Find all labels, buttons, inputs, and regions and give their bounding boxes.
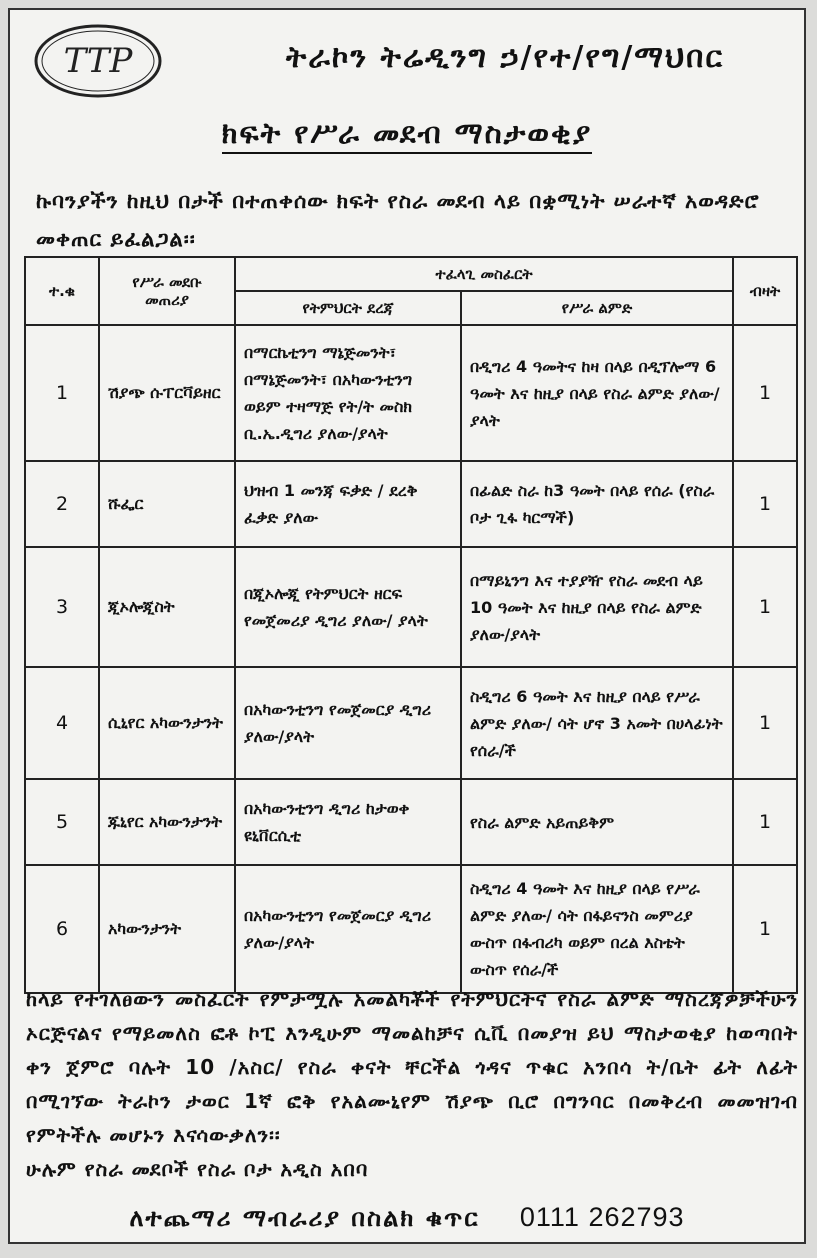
header <box>10 10 804 105</box>
header-education: የትምህርት ደረጃ <box>235 291 461 325</box>
row-position: አካውንታንት <box>99 865 235 993</box>
table-row <box>25 667 797 779</box>
company-logo-icon <box>32 22 164 100</box>
row-position: ሽያጭ ሱፐርቫይዘር <box>99 325 235 461</box>
row-education: በአካውንቲንግ ዲግሪ ከታወቀ ዩኒቨርሲቲ <box>235 779 461 865</box>
table-row <box>25 865 797 993</box>
row-education: በአካውንቲንግ የመጀመርያ ዲግሪ ያለው/ያላት <box>235 667 461 779</box>
row-number: 6 <box>25 865 99 993</box>
row-quantity: 1 <box>733 667 797 779</box>
phone-number: 0111 262793 <box>519 1202 685 1232</box>
table-row <box>25 547 797 667</box>
row-education: በማርኬቲንግ ማኔጅመንት፣ በማኔጅመንት፣ በአካውንቲንግ ወይም ተዛማጅ የት/ት መስክ ቢ.ኤ.ዲግሪ ያለው/ያላት <box>235 325 461 461</box>
row-experience: ስዲግሪ 6 ዓመት እና ከዚያ በላይ የሥራ ልምድ ያለው/ ሳት ሆኖ 3 አመት በሀላፊነት የሰራ/ች <box>461 667 733 779</box>
row-number: 1 <box>25 325 99 461</box>
row-position: ሲኒየር አካውንታንት <box>99 667 235 779</box>
row-quantity: 1 <box>733 325 797 461</box>
row-experience: የስራ ልምድ አይጠይቅም <box>461 779 733 865</box>
row-education: በአካውንቲንግ የመጀመርያ ዲግሪ ያለው/ያላት <box>235 865 461 993</box>
row-education: ህዝብ 1 መንጃ ፍቃድ / ደረቅ ፈቃድ ያለው <box>235 461 461 547</box>
application-instructions <box>26 982 798 1186</box>
table-row <box>25 461 797 547</box>
page-title-text: ክፍት የሥራ መደብ ማስታወቂያ <box>222 116 592 154</box>
row-number: 3 <box>25 547 99 667</box>
row-number: 4 <box>25 667 99 779</box>
row-number: 2 <box>25 461 99 547</box>
intro-text: ኩባንያችን ከዚህ በታች በተጠቀሰው ክፍት የስራ መደብ ላይ በቋሚነት ሠራተኛ አወዳድሮ መቀጠር ይፈልጋል፡፡ <box>36 189 760 251</box>
row-experience: ስዲግሪ 4 ዓመት እና ከዚያ በላይ የሥራ ልምድ ያለው/ ሳት በፋይናንስ መምሪያ ውስጥ በፋብሪካ ወይም በረል እስቴት ውስጥ የሰራ/ች <box>461 865 733 993</box>
row-position: ጁኒየር አካውንታንት <box>99 779 235 865</box>
contact-label: ለተጨማሪ ማብራሪያ በስልክ ቁጥር <box>129 1204 480 1232</box>
header-position: የሥራ መደቡ መጠሪያ <box>99 257 235 325</box>
page-title <box>10 116 804 151</box>
row-number: 5 <box>25 779 99 865</box>
table-row <box>25 325 797 461</box>
row-quantity: 1 <box>733 461 797 547</box>
header-requirements: ተፈላጊ መስፈርት <box>235 257 733 291</box>
instructions-paragraph: ከላይ የተገለፀውን መስፈርት የምታሟሉ አመልካቾች የትምህርትና የስራ ልምድ ማስረጃዎቻችሁን ኦርጅናልና የማይመለስ ፎቶ ኮፒ እንዲሁም ማመልከቻና ሲቪ በመያዝ ይህ ማስታወቂያ ከወጣበት ቀን ጀምሮ ባሉት 10 /አስር/ የስራ ቀናት ቸርችል ጎዳና ጥቁር አንበሳ ት/ቤት ፊት ለፊት በሚገኘው ትራኮን ታወር 1ኛ ፎቅ የአልሙኒየም ሽያጭ ቢሮ በግንባር በመቅረብ መመዝገብ የምትችሉ መሆኑን እናሳውቃለን፡፡ <box>26 987 798 1147</box>
header-quantity: ብዛት <box>733 257 797 325</box>
table-row <box>25 779 797 865</box>
header-no: ተ.ቁ <box>25 257 99 325</box>
header-experience: የሥራ ልምድ <box>461 291 733 325</box>
row-experience: በዲግሪ 4 ዓመትና ከዛ በላይ በዲፕሎማ 6 ዓመት እና ከዚያ በላይ የስራ ልምድ ያለው/ያላት <box>461 325 733 461</box>
job-table <box>24 256 798 994</box>
row-experience: በፊልድ ስራ ከ3 ዓመት በላይ የሰራ (የስራ ቦታ ጊፋ ካርማች) <box>461 461 733 547</box>
row-position: ጂኦሎጂስት <box>99 547 235 667</box>
contact-line <box>10 1202 804 1233</box>
job-advertisement-page <box>8 8 806 1244</box>
row-quantity: 1 <box>733 865 797 993</box>
row-position: ሹፌር <box>99 461 235 547</box>
row-education: በጂኦሎጂ የትምህርት ዘርፍ የመጀመሪያ ዲግሪ ያለው/ ያላት <box>235 547 461 667</box>
row-quantity: 1 <box>733 547 797 667</box>
company-name: ትራኮን ትሬዲንግ ኃ/የተ/የግ/ማህበር <box>286 40 724 75</box>
row-experience: በማይኒንግ እና ተያያዥ የስራ መደብ ላይ 10 ዓመት እና ከዚያ በላይ የስራ ልምድ ያለው/ያላት <box>461 547 733 667</box>
row-quantity: 1 <box>733 779 797 865</box>
work-location: ሁሉም የስራ መደቦች የስራ ቦታ አዲስ አበባ <box>26 1157 369 1181</box>
logo-text: TTP <box>63 41 133 81</box>
